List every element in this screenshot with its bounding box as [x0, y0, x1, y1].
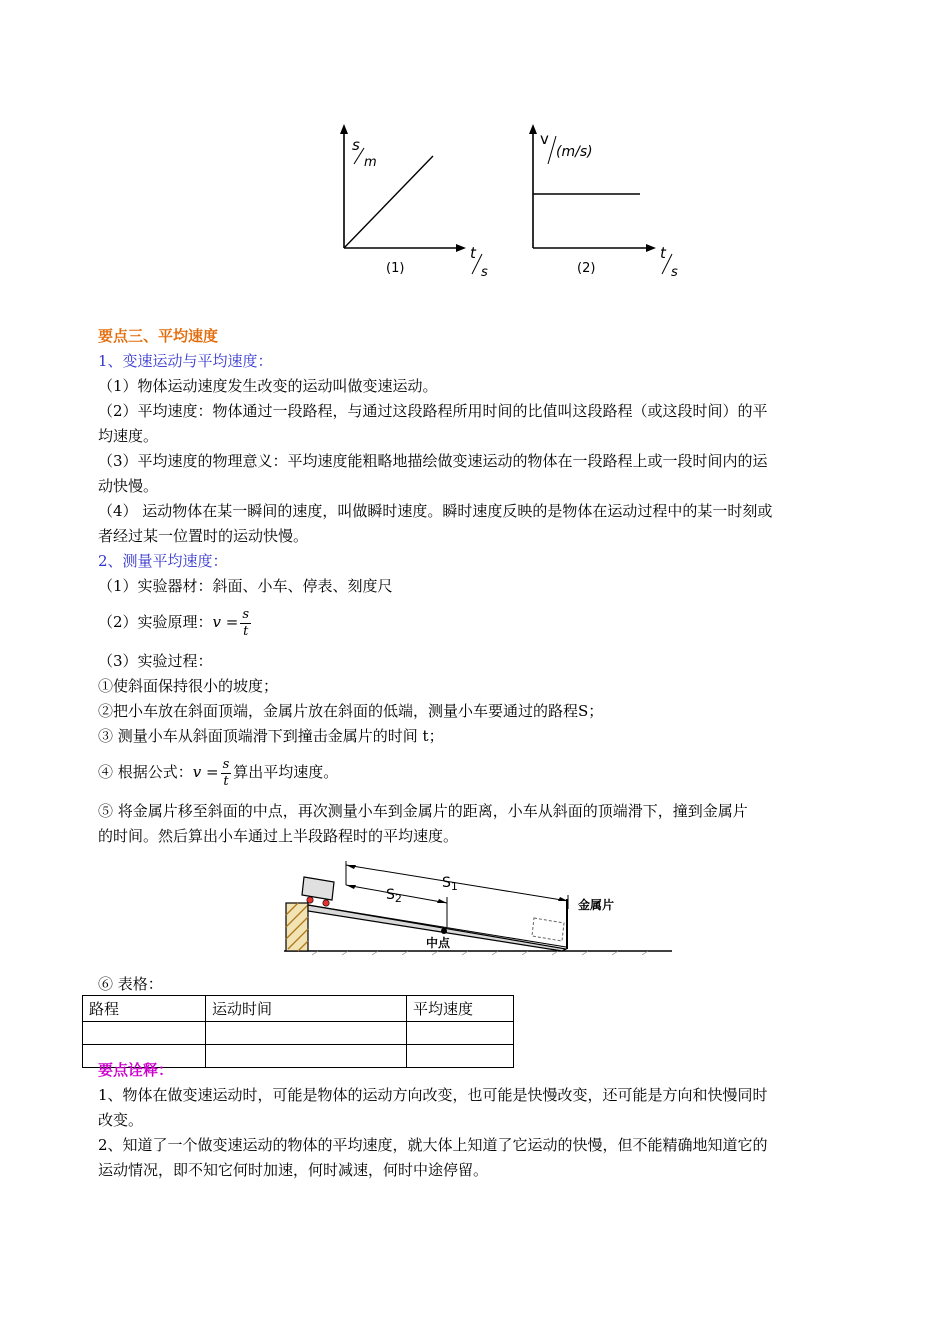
- v-t-x-arrow: [646, 244, 656, 252]
- graph1-caption: (1): [386, 261, 405, 276]
- step4-suffix: 算出平均速度。: [233, 763, 339, 781]
- s-t-x-label-top: t: [470, 244, 476, 262]
- s-t-x-arrow: [456, 244, 466, 252]
- table-cell: [206, 1045, 407, 1068]
- record-table: [82, 995, 514, 1068]
- s1-subscript: 1: [450, 880, 458, 893]
- s-t-y-arrow: [340, 124, 348, 134]
- section3-title: 要点三、平均速度: [98, 327, 219, 345]
- midpoint-label: 中点: [426, 936, 451, 950]
- sub1-p4a: （4） 运动物体在某一瞬间的速度，叫做瞬时速度。瞬时速度反映的是物体在运动过程中的某一时刻或: [98, 502, 773, 520]
- note-2b: 运动情况，即不知它何时加速，何时减速，何时中途停留。: [98, 1161, 489, 1179]
- sub1-p4b: 者经过某一位置时的运动快慢。: [98, 527, 309, 545]
- step4-fraction: [221, 757, 232, 790]
- note-1b: 改变。: [98, 1111, 144, 1129]
- s2-arrow-left: [346, 885, 356, 889]
- table-cell: [407, 1022, 514, 1045]
- graph2-caption: (2): [577, 261, 596, 276]
- step-4: [98, 754, 338, 790]
- step-1: ①使斜面保持很小的坡度；: [98, 677, 279, 695]
- metal-plate-label: 金属片: [578, 898, 615, 912]
- s-t-line: [344, 156, 433, 248]
- principle-formula-lhs: v =: [212, 613, 239, 631]
- header-distance: 路程: [83, 996, 206, 1022]
- principle-den: t: [243, 623, 249, 639]
- v-t-y-slash: [548, 136, 556, 164]
- sub1-p3b: 动快慢。: [98, 477, 159, 495]
- incline-experiment-figure: [282, 855, 674, 961]
- note-1a: 1、物体在做变速运动时，可能是物体的运动方向改变，也可能是快慢改变，还可能是方向和快慢同时: [98, 1086, 768, 1104]
- v-t-x-label-top: t: [660, 244, 666, 262]
- note-2a: 2、知道了一个做变速运动的物体的平均速度，就大体上知道了它运动的快慢，但不能精确地知道它的: [98, 1136, 768, 1154]
- table-row: [83, 1022, 514, 1045]
- motion-graphs-figure: [330, 120, 700, 285]
- s-t-graph: [340, 124, 488, 280]
- sub1-p2a: （2）平均速度：物体通过一段路程，与通过这段路程所用时间的比值叫这段路程（或这段时间）的平: [98, 402, 768, 420]
- header-avg-speed: 平均速度: [407, 996, 514, 1022]
- v-t-y-unit: (m/s): [556, 144, 593, 160]
- step-5a: ⑤ 将金属片移至斜面的中点，再次测量小车到金属片的距离，小车从斜面的顶端滑下，撞到金属片: [98, 802, 748, 820]
- table-cell: [206, 1022, 407, 1045]
- notes-title: 要点诠释：: [98, 1061, 174, 1079]
- step-2: ②把小车放在斜面顶端，金属片放在斜面的低端，测量小车要通过的路程S；: [98, 702, 604, 720]
- v-t-y-label: v: [540, 130, 549, 148]
- sub1-title: 1、变速运动与平均速度：: [98, 352, 273, 370]
- s1-label: [442, 875, 458, 893]
- s-t-y-label-top: s: [352, 136, 360, 154]
- sub2-p1: （1）实验器材：斜面、小车、停表、刻度尺: [98, 577, 393, 595]
- step-3: ③ 测量小车从斜面顶端滑下到撞击金属片的时间 t；: [98, 727, 444, 745]
- v-t-graph: [529, 124, 678, 280]
- support-block: [286, 903, 308, 951]
- step4-num: s: [222, 756, 230, 772]
- step-5b: 的时间。然后算出小车通过上半段路程时的平均速度。: [98, 827, 459, 845]
- step4-den: t: [223, 773, 229, 789]
- midpoint-dot: [441, 928, 447, 934]
- sub2-title: 2、测量平均速度：: [98, 552, 228, 570]
- step-6: ⑥ 表格：: [98, 975, 163, 993]
- s2-label: [386, 887, 402, 905]
- s1-letter: S: [442, 875, 451, 891]
- principle-num: s: [242, 606, 250, 622]
- sub1-p3a: （3）平均速度的物理意义：平均速度能粗略地描绘做变速运动的物体在一段路程上或一段时间内的运: [98, 452, 768, 470]
- table-header-row: [83, 996, 514, 1022]
- step4-label: ④ 根据公式：: [98, 763, 193, 781]
- s-t-y-label-bottom: m: [364, 155, 377, 170]
- s1-arrow-left: [346, 865, 356, 869]
- s2-arrow-right: [437, 899, 447, 903]
- header-time: 运动时间: [206, 996, 407, 1022]
- table-cell: [407, 1045, 514, 1068]
- s2-subscript: 2: [394, 892, 402, 905]
- cart-end-position: [532, 918, 564, 941]
- principle-label: （2）实验原理：: [98, 613, 213, 631]
- sub2-p3: （3）实验过程：: [98, 652, 213, 670]
- s2-letter: S: [386, 887, 395, 903]
- principle-fraction: [240, 607, 251, 640]
- cart: [302, 877, 334, 906]
- sub1-p1: （1）物体运动速度发生改变的运动叫做变速运动。: [98, 377, 438, 395]
- table-cell: [83, 1022, 206, 1045]
- v-t-y-arrow: [529, 124, 537, 134]
- sub2-p2: [98, 604, 253, 640]
- step4-formula-lhs: v =: [192, 763, 219, 781]
- sub1-p2b: 均速度。: [98, 427, 159, 445]
- s-t-x-label-bottom: s: [481, 265, 488, 280]
- v-t-x-label-bottom: s: [671, 265, 678, 280]
